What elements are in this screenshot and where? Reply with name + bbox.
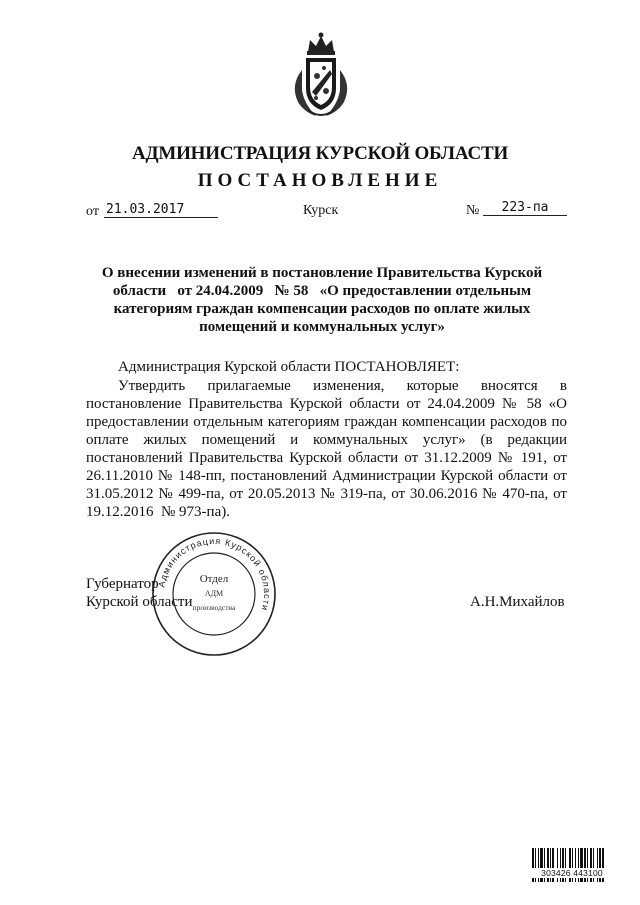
body-line: постановлений Правительства Курской области от 31.12.2009 № 191, от	[86, 450, 567, 466]
coat-of-arms-emblem	[286, 30, 356, 120]
body-line: постановление Правительства Курской области от 24.04.2009 № 58 «О	[86, 396, 567, 412]
date-prefix: от	[86, 204, 99, 219]
stamp-center-text: производства	[192, 603, 236, 612]
number-prefix: №	[466, 203, 480, 218]
body-line: Утвердить прилагаемые изменения, которые вносятся в	[118, 378, 567, 394]
body-line: оплате жилых помещений и коммунальных услуг» (в редакции	[86, 432, 567, 448]
signer-title: Курской области	[86, 594, 193, 610]
stamp-center-text: Отдел	[199, 573, 229, 585]
subject-line: помещений и коммунальных услуг»	[199, 319, 445, 335]
body-line: 19.12.2016 № 973-па).	[86, 504, 230, 520]
document-type: ПОСТАНОВЛЕНИЕ	[197, 170, 443, 191]
document-city: Курск	[303, 203, 339, 218]
subject-line: области от 24.04.2009 № 58 «О предоставлении отдельным	[112, 283, 532, 299]
document-date: 21.03.2017	[104, 202, 218, 218]
signer-name: А.Н.Михайлов	[470, 594, 565, 610]
document-number: 223-па	[483, 200, 567, 216]
subject-line: категориям граждан компенсации расходов по оплате жилых	[113, 301, 531, 317]
body-line: 26.11.2010 № 148-пп, постановлений Администрации Курской области от	[86, 468, 567, 484]
body-intro: Администрация Курской области ПОСТАНОВЛЯЕТ:	[118, 359, 460, 375]
stamp-center-text: АДМ	[204, 589, 224, 598]
organization-title: АДМИНИСТРАЦИЯ КУРСКОЙ ОБЛАСТИ	[131, 143, 509, 164]
body-line: 31.05.2012 № 499-па, от 20.05.2013 № 319-па, от 30.06.2016 № 470-па, от	[86, 486, 567, 502]
body-line: предоставлении отдельным категориям граждан компенсации расходов по	[86, 414, 567, 430]
stamp-ring-text: Администрация Курской области	[156, 535, 273, 613]
signer-title: Губернатор	[86, 576, 159, 592]
subject-line: О внесении изменений в постановление Правительства Курской	[101, 265, 543, 281]
barcode-number: 303426 443100	[531, 868, 613, 878]
